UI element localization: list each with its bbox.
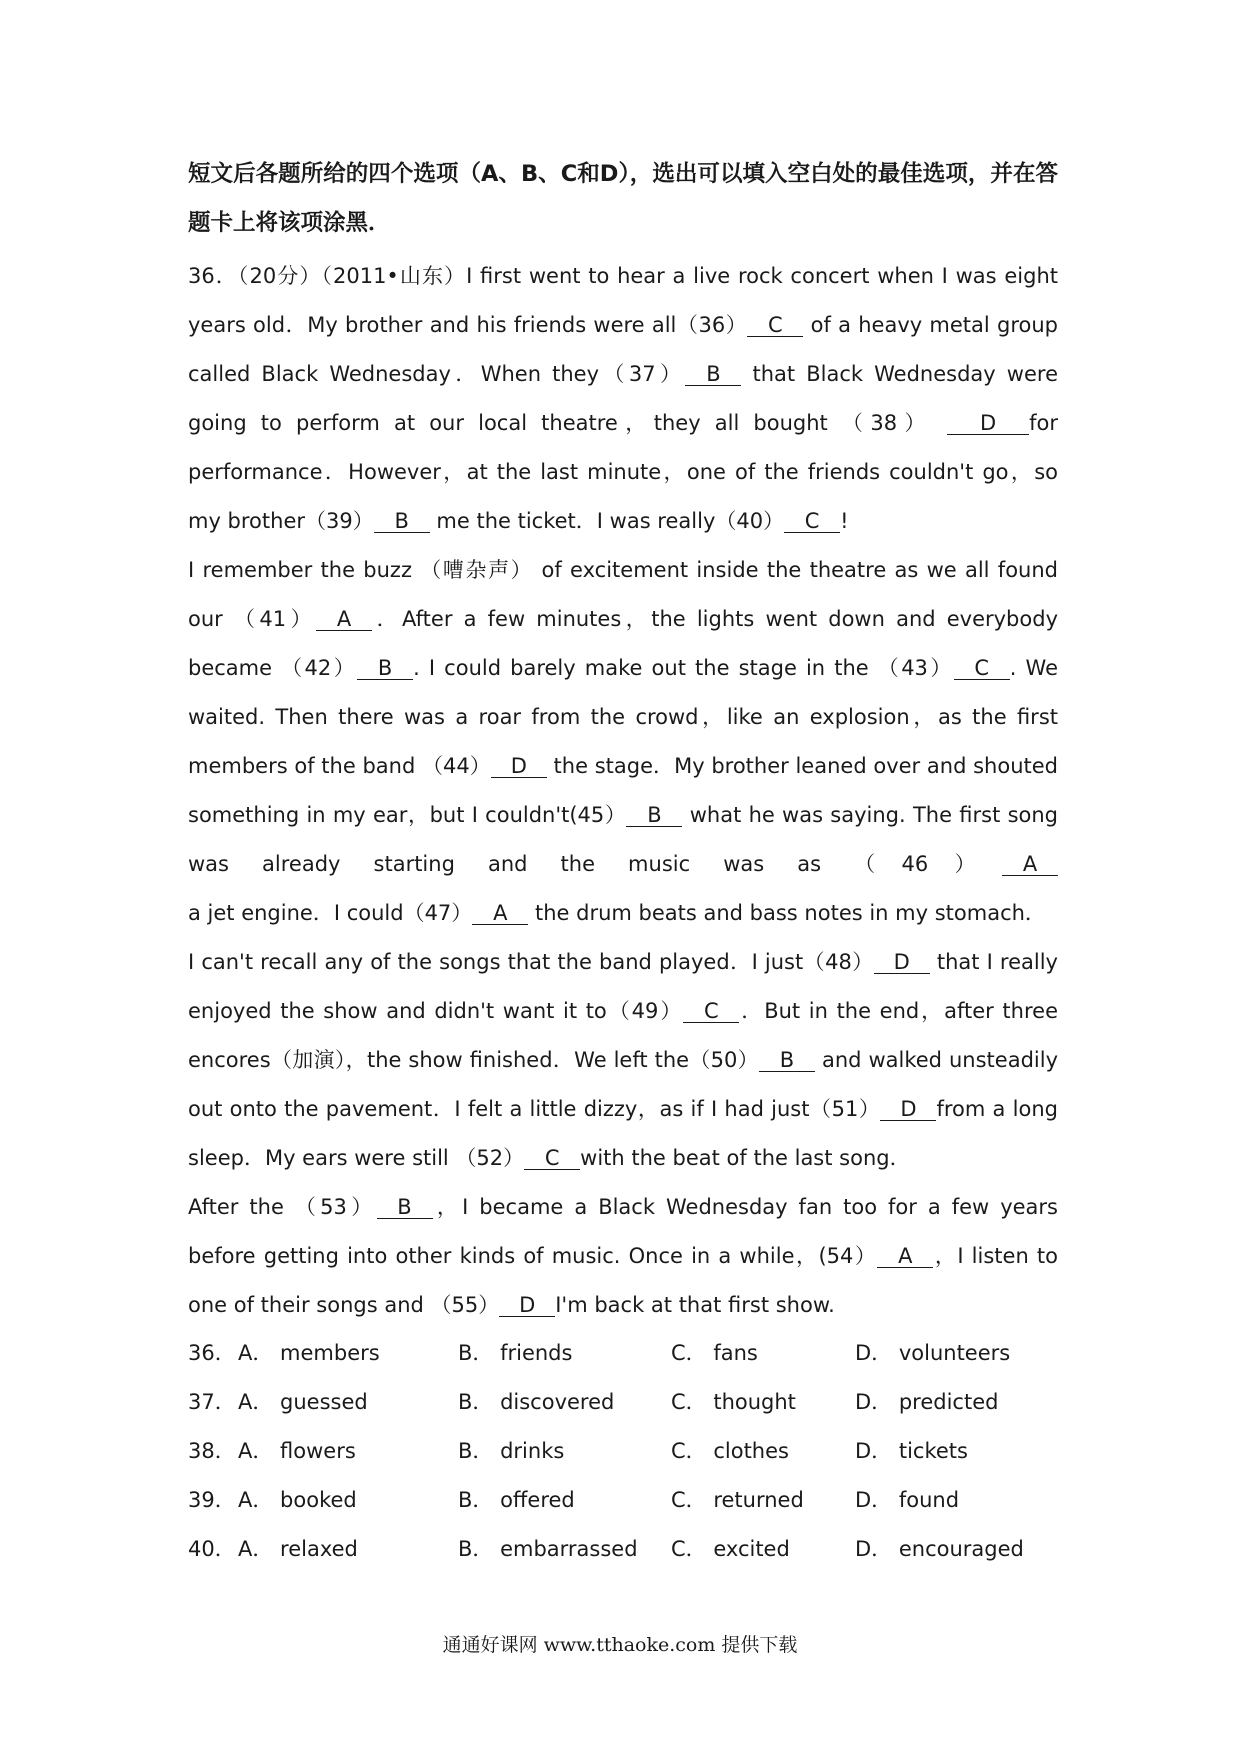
option-c: C． excited <box>671 1537 790 1561</box>
answer-blank-51: D <box>880 1098 936 1121</box>
option-c: C． returned <box>671 1488 804 1512</box>
option-a: A． flowers <box>238 1439 356 1463</box>
option-a: A． members <box>238 1341 380 1365</box>
question-number: 40． <box>188 1537 236 1561</box>
cloze-passage <box>188 252 1058 1330</box>
option-b: B． offered <box>458 1488 575 1512</box>
option-a: A． booked <box>238 1488 357 1512</box>
option-d: D． predicted <box>855 1390 999 1414</box>
option-row-37 <box>188 1378 1058 1427</box>
instruction-text: 短文后各题所给的四个选项（A、B、C和D），选出可以填入空白处的最佳选项，并在答题卡上将该项涂黑． <box>188 161 1058 236</box>
answer-blank-37: B <box>685 363 741 386</box>
answer-blank-52: C <box>524 1147 580 1170</box>
option-b: B． embarrassed <box>458 1537 638 1561</box>
option-row-40 <box>188 1525 1058 1574</box>
option-c: C． clothes <box>671 1439 789 1463</box>
question-number: 36． <box>188 1341 236 1365</box>
option-b: B． discovered <box>458 1390 615 1414</box>
answer-blank-39: B <box>374 510 430 533</box>
page-footer: 通通好课网 www.tthaoke.com 提供下载 <box>442 1634 798 1656</box>
option-d: D． found <box>855 1488 960 1512</box>
answer-blank-42: B <box>357 657 413 680</box>
answer-blank-47: A <box>472 902 528 925</box>
option-row-39 <box>188 1476 1058 1525</box>
answer-blank-49: C <box>683 1000 739 1023</box>
answer-blank-41: A <box>316 608 372 631</box>
answer-blank-54: A <box>877 1245 933 1268</box>
answer-blank-40: C <box>784 510 840 533</box>
option-a: A． guessed <box>238 1390 368 1414</box>
option-a: A． relaxed <box>238 1537 358 1561</box>
option-c: C． thought <box>671 1390 796 1414</box>
answer-blank-53: B <box>377 1196 433 1219</box>
option-row-38 <box>188 1427 1058 1476</box>
answer-blank-43: C <box>954 657 1010 680</box>
answer-blank-50: B <box>759 1049 815 1072</box>
answer-options <box>188 1329 1058 1574</box>
option-row-36 <box>188 1329 1058 1378</box>
option-d: D． tickets <box>855 1439 968 1463</box>
passage-paragraph-1: 36．（20分）（2011•山东）I first went to hear a live rock concert when I was eight years old．My brother and his friends were all（36） C of a heavy metal group called Black Wednesday．When they（37） B that Black Wednesday were going to perform at our local theatre，they all bought （38） D for performance．However，at the last minute，one of the friends couldn't go，so my brother（39） B me the ticket．I was really（40） C ! <box>188 264 1058 533</box>
option-b: B． drinks <box>458 1439 565 1463</box>
question-number: 37． <box>188 1390 236 1414</box>
answer-blank-44: D <box>491 755 547 778</box>
answer-blank-46: A <box>1002 853 1058 876</box>
option-c: C． fans <box>671 1341 758 1365</box>
question-number: 38． <box>188 1439 236 1463</box>
answer-blank-55: D <box>499 1294 555 1317</box>
option-d: D． encouraged <box>855 1537 1024 1561</box>
option-b: B． friends <box>458 1341 573 1365</box>
answer-blank-45: B <box>626 804 682 827</box>
passage-paragraph-2: I remember the buzz （嘈杂声） of excitement inside the theatre as we all found our （41） A ．After a few minutes，the lights went down and everybody became （42） B . I could barely make out the stage in the （43） C . We waited. Then there was a roar from the crowd，like an explosion，as the first members of the band （44） D the stage．My brother leaned over and shouted something in my ear，but I couldn't(45） B what he was saying. The first song was already starting and the music was as （46） A a jet engine．I could（47） A the drum beats and bass notes in my stomach． <box>188 558 1059 925</box>
passage-paragraph-3: I can't recall any of the songs that the band played．I just（48） D that I really enjoyed the show and didn't want it to（49） C ．But in the end，after three encores（加演），the show finished．We left the（50） B and walked unsteadily out onto the pavement．I felt a little dizzy，as if I had just（51） D from a long sleep．My ears were still （52） C with the beat of the last song． <box>188 950 1058 1170</box>
answer-blank-36: C <box>747 314 803 337</box>
answer-blank-38: D <box>947 412 1029 435</box>
passage-paragraph-4: After the （53） B ，I became a Black Wednesday fan too for a few years before getting into other kinds of music. Once in a while，(54） A ，I listen to one of their songs and （55） D I'm back at that first show. <box>188 1195 1058 1317</box>
question-number: 39． <box>188 1488 236 1512</box>
answer-blank-48: D <box>874 951 930 974</box>
option-d: D． volunteers <box>855 1341 1011 1365</box>
